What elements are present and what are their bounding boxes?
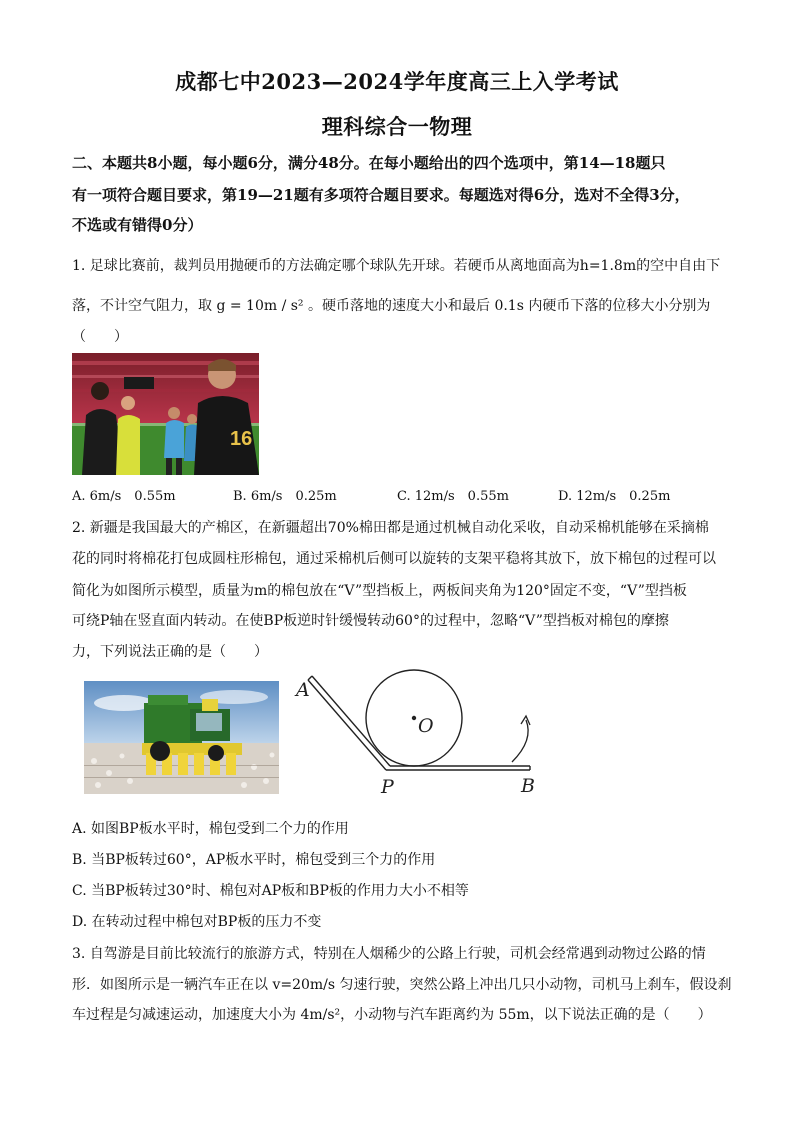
q2-v-board-diagram [290, 666, 550, 801]
center-point [412, 716, 416, 720]
q2-line-2: 花的同时将棉花打包成圆柱形棉包，通过采棉机后侧可以旋转的支架平稳将其放下，放下棉包的过程可以 [72, 551, 716, 567]
rotation-arrow [512, 720, 528, 762]
section-line-2: 有一项符合题目要求，第19—21题有多项符合题目要求。每题选对得6分，选对不全得3分， [72, 186, 690, 204]
label-b: B [521, 775, 535, 797]
q2-line-5: 力，下列说法正确的是（ ） [72, 644, 268, 660]
q2-line-1: 2. 新疆是我国最大的产棉区，在新疆超出70%棉田都是通过机械自动化采收，自动采棉机能够在采摘棉 [72, 520, 709, 536]
q1-line-2: 落，不计空气阻力，取 g = 10m / s² 。硬币落地的速度大小和最后 0.1s 内硬币下落的位移大小分别为 [72, 298, 711, 314]
q2-line-3: 简化为如图所示模型，质量为m的棉包放在“V”型挡板上，两板间夹角为120°固定不变，“V”型挡板 [72, 583, 687, 599]
q1-option-b: B. 6m/s 0.25m [233, 489, 337, 504]
q2-photo-cotton-harvester [84, 681, 279, 794]
q1-option-a: A. 6m/s 0.55m [72, 489, 176, 504]
q2-option-c: C. 当BP板转过30°时、棉包对AP板和BP板的作用力大小不相等 [72, 883, 469, 899]
q1-option-c: C. 12m/s 0.55m [397, 489, 509, 504]
q2-option-b: B. 当BP板转过60°，AP板水平时，棉包受到三个力的作用 [72, 852, 436, 868]
cotton-harvester-illustration [84, 681, 279, 794]
q3-line-3: 车过程是匀减速运动，加速度大小为 4m/s²，小动物与汽车距离约为 55m，以下说法正确的是（ ） [72, 1007, 712, 1023]
label-p: P [381, 776, 394, 798]
q1-line-1: 1. 足球比赛前，裁判员用抛硬币的方法确定哪个球队先开球。若硬币从离地面高为h=1.8m的空中自由下 [72, 258, 721, 274]
section-line-3: 不选或有错得0分） [72, 216, 203, 234]
coin-toss-illustration [72, 353, 259, 475]
section-line-1: 二、本题共8小题，每小题6分，满分48分。在每小题给出的四个选项中，第14—18题只 [72, 154, 666, 172]
exam-title: 成都七中2023—2024学年度高三上入学考试 [175, 69, 619, 94]
q3-line-1: 3. 自驾游是目前比较流行的旅游方式，特别在人烟稀少的公路上行驶，司机会经常遇到动物过公路的情 [72, 946, 706, 962]
jersey-number: 16 [230, 428, 253, 450]
q3-line-2: 形．如图所示是一辆汽车正在以 v=20m/s 匀速行驶，突然公路上冲出几只小动物，司机马上刹车，假设刹 [72, 977, 732, 993]
board-ap-line-1 [308, 680, 386, 770]
label-o: O [418, 715, 434, 737]
q1-photo-coin-toss [72, 353, 259, 475]
q1-option-d: D. 12m/s 0.25m [558, 489, 671, 504]
label-a: A [296, 679, 310, 701]
q2-line-4: 可绕P轴在竖直面内转动。在使BP板逆时针缓慢转动60°的过程中，忽略“V”型挡板对棉包的摩擦 [72, 613, 669, 629]
exam-subtitle: 理科综合一物理 [321, 114, 473, 139]
q2-option-a: A. 如图BP板水平时，棉包受到二个力的作用 [72, 821, 349, 837]
q2-option-d: D. 在转动过程中棉包对BP板的压力不变 [72, 914, 322, 930]
q1-line-3: （ ） [72, 329, 128, 345]
board-ap-line-2 [312, 676, 390, 766]
